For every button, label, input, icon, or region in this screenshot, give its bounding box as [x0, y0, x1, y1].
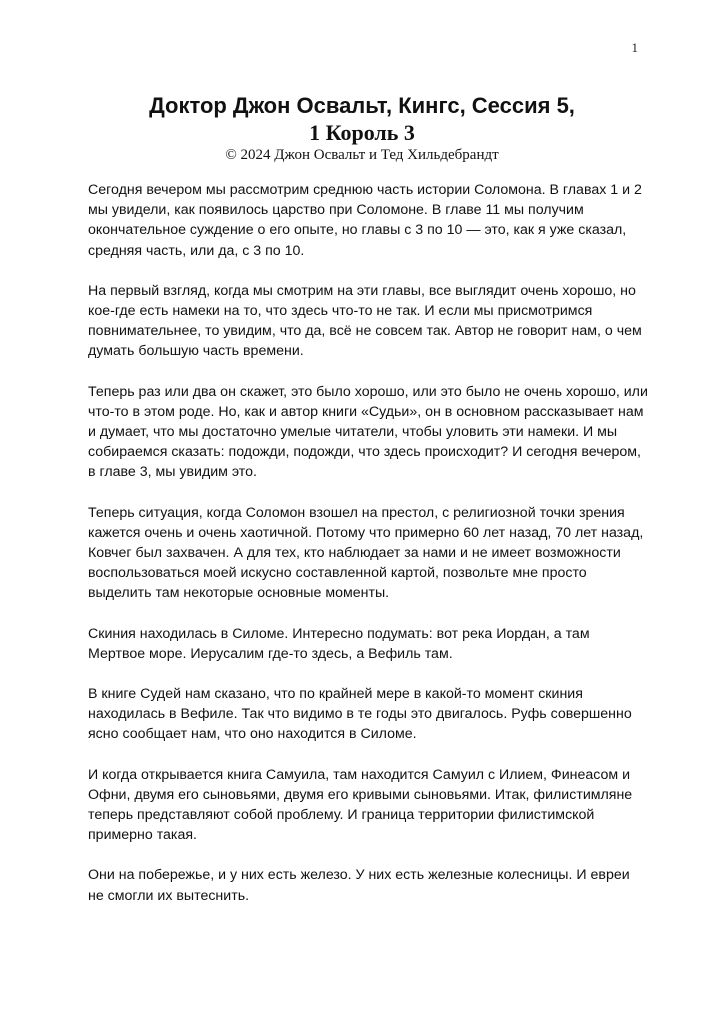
paragraph: Скиния находилась в Силоме. Интересно подумать: вот река Иордан, а там Мертвое море. Иерусалим где-то здесь, а Вефиль там. [88, 625, 590, 662]
page-number: 1 [631, 40, 638, 55]
paragraph: Они на побережье, и у них есть железо. У них есть железные колесницы. И евреи не смогли их вытеснить. [88, 867, 630, 904]
paragraph: На первый взгляд, когда мы смотрим на эти главы, все выглядит очень хорошо, но кое-где есть намеки на то, что здесь что-то не так. И если мы присмотримся повнимательнее, то увидим, что да, всё не совсем так. Автор не говорит нам, о чем думать большую часть времени. [88, 282, 642, 360]
paragraph: И когда открывается книга Самуила, там находится Самуил с Илием, Финеасом и Офни, двумя его сыновьями, двумя его кривыми сыновьями. Итак, филистимляне теперь представляют собой проблему. И граница территории филистимской примерно такая. [88, 766, 633, 844]
paragraph: В книге Судей нам сказано, что по крайней мере в какой-то момент скиния находилась в Вефиле. Так что видимо в те годы это двигалось. Руфь совершенно ясно сообщает нам, что оно находится в Силоме. [88, 686, 632, 743]
document-body [88, 180, 648, 926]
document-header [0, 92, 724, 164]
copyright-line: © 2024 Джон Освальт и Тед Хильдебрандт [225, 147, 499, 163]
paragraph: Теперь ситуация, когда Соломон взошел на престол, с религиозной точки зрения кажется очень и очень хаотичной. Потому что примерно 60 лет назад, 70 лет назад, Ковчег был захвачен. А для тех, кто наблюдает за нами и не имеет возможности воспользоваться моей искусно составленной картой, позвольте мне просто выделить там некоторые основные моменты. [88, 504, 644, 602]
document-title: Доктор Джон Освальт, Кингс, Сессия 5, [149, 93, 575, 118]
document-subtitle: 1 Король 3 [309, 120, 415, 145]
paragraph: Сегодня вечером мы рассмотрим среднюю часть истории Соломона. В главах 1 и 2 мы увидели, как появилось царство при Соломоне. В главе 11 мы получим окончательное суждение о его опыте, но главы с 3 по 10 — это, как я уже сказал, средняя часть, или да, с 3 по 10. [88, 182, 642, 259]
paragraph: Теперь раз или два он скажет, это было хорошо, или это было не очень хорошо, или что-то в этом роде. Но, как и автор книги «Судьи», он в основном рассказывает нам и думает, что мы достаточно умелые читатели, чтобы уловить эти намеки. И мы собираемся сказать: подожди, подожди, что здесь происходит? И сегодня вечером, в главе 3, мы увидим это. [88, 383, 648, 481]
